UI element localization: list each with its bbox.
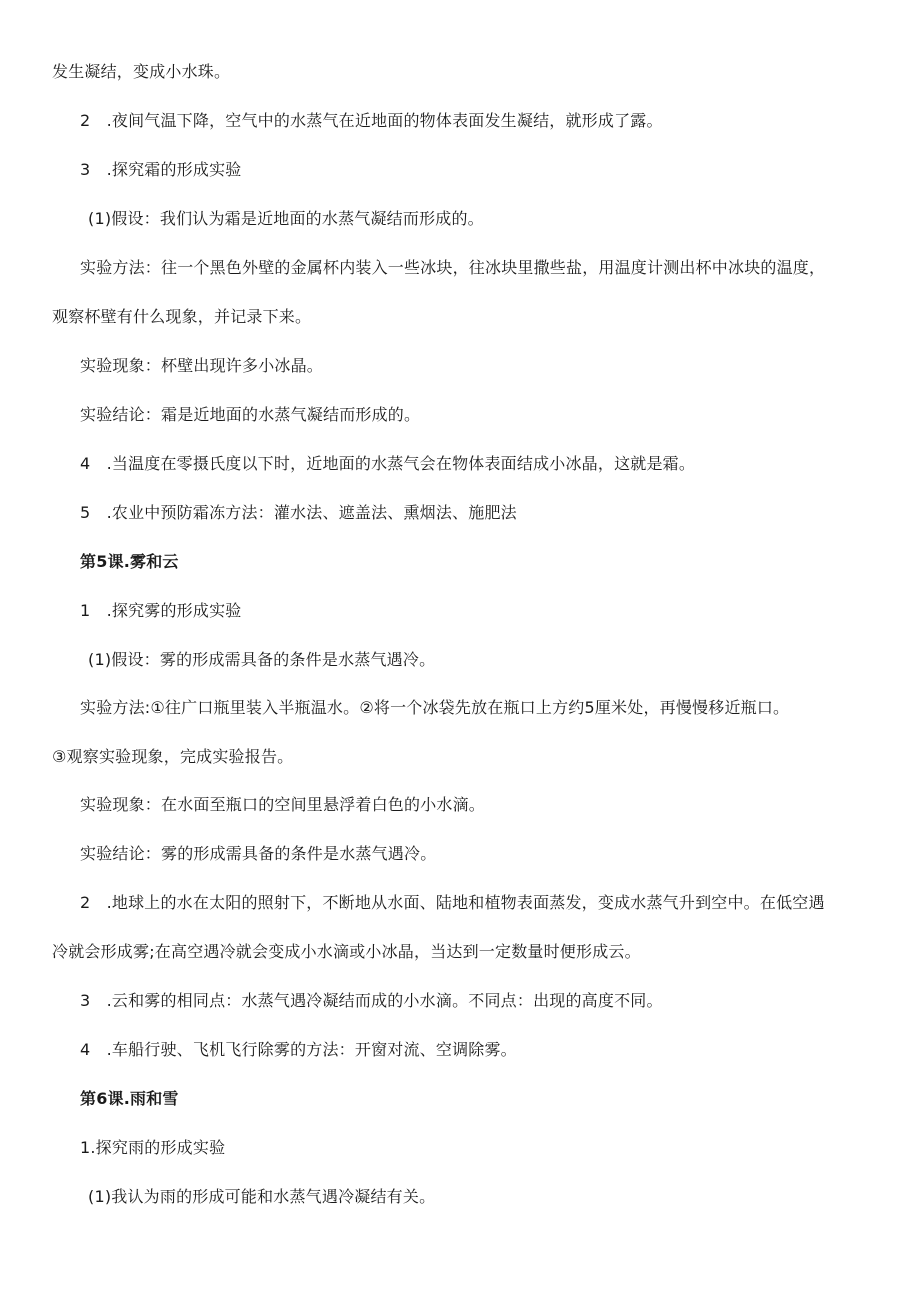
text-line: 1 .探究雾的形成实验 (80, 601, 242, 620)
text-line: (1)我认为雨的形成可能和水蒸气遇冷凝结有关。 (88, 1187, 436, 1206)
text-line: 实验方法:①往广口瓶里装入半瓶温水。②将一个冰袋先放在瓶口上方约5厘米处，再慢慢移近瓶口。 (80, 698, 790, 717)
text-line: (1)假设：雾的形成需具备的条件是水蒸气遇冷。 (88, 650, 436, 669)
section-heading: 第6课.雨和雪 (80, 1089, 179, 1108)
text-line: 实验结论：霜是近地面的水蒸气凝结而形成的。 (80, 405, 421, 424)
text-line: 实验现象：杯壁出现许多小冰晶。 (80, 356, 324, 375)
text-line: 实验结论：雾的形成需具备的条件是水蒸气遇冷。 (80, 844, 437, 863)
text-line: 4 .当温度在零摄氏度以下时，近地面的水蒸气会在物体表面结成小冰晶，这就是霜。 (80, 454, 696, 473)
section-heading: 第5课.雾和云 (80, 552, 179, 571)
text-line: 4 .车船行驶、飞机飞行除雾的方法：开窗对流、空调除雾。 (80, 1040, 517, 1059)
text-line: 5 .农业中预防霜冻方法：灌水法、遮盖法、熏烟法、施肥法 (80, 503, 517, 522)
text-line: 1.探究雨的形成实验 (80, 1138, 226, 1157)
text-line: 实验方法：往一个黑色外壁的金属杯内装入一些冰块，往冰块里撒些盐，用温度计测出杯中冰块的温度， (80, 258, 826, 277)
text-line: 观察杯壁有什么现象，并记录下来。 (52, 307, 312, 326)
text-line: 2 .地球上的水在太阳的照射下，不断地从水面、陆地和植物表面蒸发，变成水蒸气升到空中。在低空遇 (80, 893, 825, 912)
text-line: 2 .夜间气温下降，空气中的水蒸气在近地面的物体表面发生凝结，就形成了露。 (80, 111, 663, 130)
text-line: 冷就会形成雾;在高空遇冷就会变成小水滴或小冰晶，当达到一定数量时便形成云。 (52, 942, 641, 961)
text-line: 发生凝结，变成小水珠。 (52, 62, 231, 81)
text-line: ③观察实验现象，完成实验报告。 (52, 747, 294, 766)
text-line: 3 .云和雾的相同点：水蒸气遇冷凝结而成的小水滴。不同点：出现的高度不同。 (80, 991, 663, 1010)
text-line: 实验现象：在水面至瓶口的空间里悬浮着白色的小水滴。 (80, 795, 486, 814)
text-line: (1)假设：我们认为霜是近地面的水蒸气凝结而形成的。 (88, 209, 484, 228)
text-line: 3 .探究霜的形成实验 (80, 160, 242, 179)
